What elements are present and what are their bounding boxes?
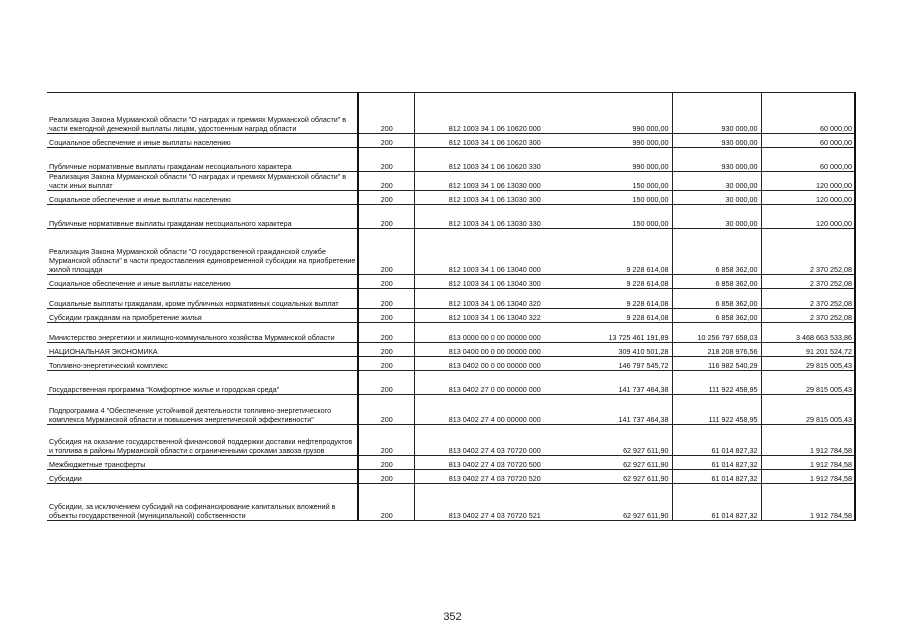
table-row [47, 425, 855, 456]
row-value-2: 218 208 976,56 [672, 343, 761, 357]
page-number: 352 [443, 611, 462, 623]
row-value-3: 2 370 252,08 [761, 309, 855, 323]
table-row [47, 134, 855, 148]
row-classification: 813 0402 27 4 03 70720 000 [414, 425, 574, 456]
row-code: 200 [358, 371, 414, 395]
row-value-3: 120 000,00 [761, 205, 855, 229]
row-name: Субсидии гражданам на приобретение жилья [47, 309, 358, 323]
row-value-1: 13 725 461 191,89 [574, 323, 672, 343]
row-code: 200 [358, 395, 414, 425]
row-value-2: 61 014 827,32 [672, 425, 761, 456]
row-classification: 812 1003 34 1 06 13040 000 [414, 229, 574, 275]
budget-table [47, 92, 856, 521]
row-value-2: 30 000,00 [672, 205, 761, 229]
row-value-3: 1 912 784,58 [761, 456, 855, 470]
row-value-2: 30 000,00 [672, 191, 761, 205]
row-value-2: 61 014 827,32 [672, 456, 761, 470]
row-classification: 813 0402 27 4 03 70720 500 [414, 456, 574, 470]
table-row [47, 456, 855, 470]
row-value-1: 9 228 614,08 [574, 275, 672, 289]
row-name: Реализация Закона Мурманской области "О государственной гражданской службе Мурманской области" в части предоставления единовременной субсидии на приобретение жилой площади [47, 229, 358, 275]
row-code: 200 [358, 93, 414, 134]
row-value-2: 10 256 797 658,03 [672, 323, 761, 343]
row-value-2: 111 922 458,95 [672, 371, 761, 395]
row-value-2: 116 982 540,29 [672, 357, 761, 371]
row-name: Министерство энергетики и жилищно-коммунального хозяйства Мурманской области [47, 323, 358, 343]
row-value-1: 309 410 501,28 [574, 343, 672, 357]
row-code: 200 [358, 357, 414, 371]
row-value-3: 1 912 784,58 [761, 484, 855, 521]
row-value-2: 930 000,00 [672, 134, 761, 148]
row-value-3: 2 370 252,08 [761, 289, 855, 309]
table-row [47, 172, 855, 191]
row-value-3: 120 000,00 [761, 172, 855, 191]
row-code: 200 [358, 205, 414, 229]
row-value-1: 990 000,00 [574, 93, 672, 134]
row-classification: 812 1003 34 1 06 13040 300 [414, 275, 574, 289]
row-value-2: 61 014 827,32 [672, 484, 761, 521]
row-name: Социальное обеспечение и иные выплаты населению [47, 134, 358, 148]
row-classification: 813 0402 00 0 00 00000 000 [414, 357, 574, 371]
row-value-1: 141 737 464,38 [574, 371, 672, 395]
row-code: 200 [358, 323, 414, 343]
row-value-3: 1 912 784,58 [761, 425, 855, 456]
row-name: Реализация Закона Мурманской области "О наградах и премиях Мурманской области" в части иных выплат [47, 172, 358, 191]
table-row [47, 484, 855, 521]
row-value-1: 9 228 614,08 [574, 229, 672, 275]
table-row [47, 470, 855, 484]
row-value-2: 6 858 362,00 [672, 275, 761, 289]
row-value-3: 2 370 252,08 [761, 229, 855, 275]
row-value-1: 9 228 614,08 [574, 309, 672, 323]
row-value-1: 150 000,00 [574, 172, 672, 191]
row-name: Субсидии [47, 470, 358, 484]
row-classification: 813 0402 27 0 00 00000 000 [414, 371, 574, 395]
row-name: НАЦИОНАЛЬНАЯ ЭКОНОМИКА [47, 343, 358, 357]
row-classification: 813 0400 00 0 00 00000 000 [414, 343, 574, 357]
row-name: Топливно-энергетический комплекс [47, 357, 358, 371]
row-name: Субсидии, за исключением субсидий на софинансирование капитальных вложений в объекты государственной (муниципальной) собственности [47, 484, 358, 521]
row-value-3: 60 000,00 [761, 148, 855, 172]
row-value-2: 6 858 362,00 [672, 309, 761, 323]
table-row [47, 309, 855, 323]
row-classification: 812 1003 34 1 06 13040 320 [414, 289, 574, 309]
row-value-3: 120 000,00 [761, 191, 855, 205]
table-row [47, 275, 855, 289]
row-value-3: 2 370 252,08 [761, 275, 855, 289]
row-value-3: 91 201 524,72 [761, 343, 855, 357]
row-name: Социальное обеспечение и иные выплаты населению [47, 191, 358, 205]
row-value-1: 141 737 464,38 [574, 395, 672, 425]
budget-table-body [47, 93, 855, 521]
row-name: Публичные нормативные выплаты гражданам несоциального характера [47, 205, 358, 229]
row-classification: 812 1003 34 1 06 13030 330 [414, 205, 574, 229]
row-code: 200 [358, 309, 414, 323]
row-value-1: 150 000,00 [574, 191, 672, 205]
row-value-2: 930 000,00 [672, 93, 761, 134]
row-code: 200 [358, 289, 414, 309]
row-code: 200 [358, 172, 414, 191]
row-code: 200 [358, 470, 414, 484]
row-name: Реализация Закона Мурманской области "О наградах и премиях Мурманской области" в части ежегодной денежной выплаты лицам, удостоенным наград области [47, 93, 358, 134]
row-value-1: 990 000,00 [574, 148, 672, 172]
row-name: Социальные выплаты гражданам, кроме публичных нормативных социальных выплат [47, 289, 358, 309]
row-value-3: 60 000,00 [761, 134, 855, 148]
row-value-2: 930 000,00 [672, 148, 761, 172]
table-row [47, 343, 855, 357]
row-value-1: 9 228 614,08 [574, 289, 672, 309]
row-value-2: 111 922 458,95 [672, 395, 761, 425]
row-classification: 812 1003 34 1 06 13030 300 [414, 191, 574, 205]
row-code: 200 [358, 456, 414, 470]
row-value-1: 62 927 611,90 [574, 425, 672, 456]
table-row [47, 229, 855, 275]
row-value-1: 62 927 611,90 [574, 456, 672, 470]
row-value-3: 29 815 005,43 [761, 371, 855, 395]
table-row [47, 289, 855, 309]
row-code: 200 [358, 275, 414, 289]
row-value-1: 150 000,00 [574, 205, 672, 229]
row-code: 200 [358, 484, 414, 521]
row-value-2: 6 858 362,00 [672, 229, 761, 275]
row-value-3: 3 468 663 533,86 [761, 323, 855, 343]
table-row [47, 148, 855, 172]
row-value-3: 29 815 005,43 [761, 395, 855, 425]
row-code: 200 [358, 148, 414, 172]
row-name: Государственная программа "Комфортное жилье и городская среда" [47, 371, 358, 395]
row-value-2: 6 858 362,00 [672, 289, 761, 309]
row-name: Субсидия на оказание государственной финансовой поддержки доставки нефтепродуктов и топлива в районы Мурманской области с ограниченными сроками завоза грузов [47, 425, 358, 456]
row-code: 200 [358, 134, 414, 148]
row-classification: 813 0402 27 4 03 70720 520 [414, 470, 574, 484]
row-classification: 812 1003 34 1 06 10620 300 [414, 134, 574, 148]
row-value-1: 146 797 545,72 [574, 357, 672, 371]
table-row [47, 191, 855, 205]
row-code: 200 [358, 191, 414, 205]
row-value-2: 30 000,00 [672, 172, 761, 191]
row-value-3: 29 815 005,43 [761, 357, 855, 371]
row-value-2: 61 014 827,32 [672, 470, 761, 484]
row-value-3: 1 912 784,58 [761, 470, 855, 484]
row-classification: 812 1003 34 1 06 10620 000 [414, 93, 574, 134]
table-row [47, 205, 855, 229]
table-row [47, 395, 855, 425]
table-row [47, 323, 855, 343]
row-value-3: 60 000,00 [761, 93, 855, 134]
row-value-1: 62 927 611,90 [574, 470, 672, 484]
row-value-1: 990 000,00 [574, 134, 672, 148]
row-classification: 812 1003 34 1 06 13040 322 [414, 309, 574, 323]
row-classification: 812 1003 34 1 06 13030 000 [414, 172, 574, 191]
row-name: Социальное обеспечение и иные выплаты населению [47, 275, 358, 289]
row-code: 200 [358, 229, 414, 275]
table-row [47, 93, 855, 134]
row-code: 200 [358, 425, 414, 456]
row-name: Подпрограмма 4 "Обеспечение устойчивой деятельности топливно-энергетического комплекса Мурманской области и повышения энергетической эффективности" [47, 395, 358, 425]
row-classification: 813 0000 00 0 00 00000 000 [414, 323, 574, 343]
row-name: Межбюджетные трансферты [47, 456, 358, 470]
row-name: Публичные нормативные выплаты гражданам несоциального характера [47, 148, 358, 172]
row-code: 200 [358, 343, 414, 357]
row-classification: 813 0402 27 4 00 00000 000 [414, 395, 574, 425]
table-row [47, 357, 855, 371]
row-classification: 812 1003 34 1 06 10620 330 [414, 148, 574, 172]
table-row [47, 371, 855, 395]
row-classification: 813 0402 27 4 03 70720 521 [414, 484, 574, 521]
row-value-1: 62 927 611,90 [574, 484, 672, 521]
